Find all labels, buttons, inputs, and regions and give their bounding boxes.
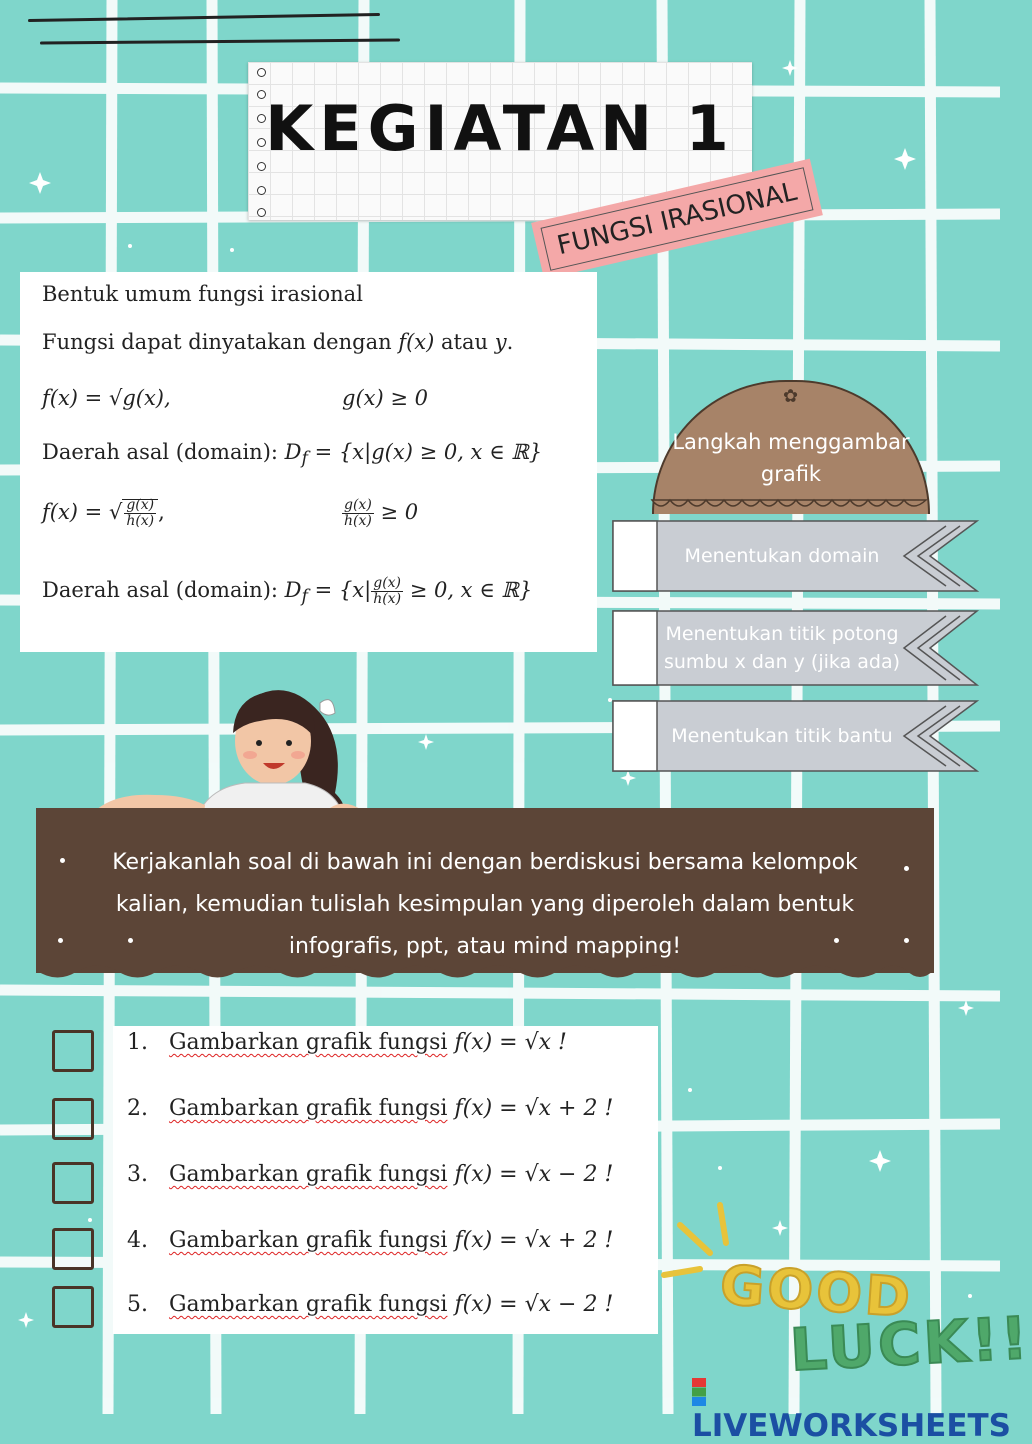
luck-text: LUCK!! bbox=[788, 1303, 1032, 1385]
fraction: $\frac{g(x)}{h(x)}$ bbox=[373, 575, 402, 607]
steps-title: Langkah menggambar grafik bbox=[672, 430, 910, 486]
question-list bbox=[113, 1026, 658, 1334]
step-ribbon-1 bbox=[612, 520, 978, 592]
question-item: 1. Gambarkan grafik fungsi f(x) = √x ! bbox=[127, 1030, 567, 1055]
decor-dot bbox=[904, 938, 909, 943]
formula-intro: Fungsi dapat dinyatakan dengan f(x) atau y. bbox=[42, 330, 514, 354]
instruction-text: Kerjakanlah soal di bawah ini dengan berdiskusi bersama kelompok kalian, kemudian tulislah kesimpulan yang diperoleh dalam bentuk infografis, ppt, atau mind mapping! bbox=[112, 850, 858, 959]
checkbox[interactable] bbox=[52, 1286, 94, 1328]
question-item: 4. Gambarkan grafik fungsi f(x) = √x + 2 ! bbox=[127, 1228, 614, 1253]
step-label: Menentukan titik bantu bbox=[671, 725, 893, 747]
formula-card bbox=[20, 272, 597, 652]
decor-dot bbox=[904, 866, 909, 871]
formula-2: f(x) = √ $\frac{g(x)}{h(x)}$, $\frac{g(x)}{h(x)} \ge 0$ bbox=[42, 497, 419, 529]
scalloped-edge bbox=[652, 500, 926, 514]
decor-dot bbox=[128, 938, 133, 943]
checkbox[interactable] bbox=[52, 1030, 94, 1072]
step-ribbon-3 bbox=[612, 700, 978, 772]
checkbox[interactable] bbox=[52, 1228, 94, 1270]
domain-1: Daerah asal (domain): $D_f = \{x|g(x) \ge 0$, x ∈ ℝ} bbox=[42, 440, 543, 470]
binder-hole bbox=[257, 68, 266, 77]
page-subtitle: FUNGSI IRASIONAL bbox=[541, 167, 814, 271]
fraction: $\frac{g(x)}{h(x)}$ bbox=[343, 497, 372, 529]
step-ribbon-2 bbox=[612, 610, 978, 686]
binder-hole bbox=[257, 208, 266, 217]
decor-dot bbox=[58, 938, 63, 943]
good-text: GOOD bbox=[718, 1253, 915, 1330]
formula-heading: Bentuk umum fungsi irasional bbox=[42, 282, 363, 306]
fraction: $\frac{g(x)}{h(x)}$ bbox=[126, 497, 155, 529]
binder-hole bbox=[257, 186, 266, 195]
question-item: 3. Gambarkan grafik fungsi f(x) = √x − 2 ! bbox=[127, 1162, 614, 1187]
wavy-edge bbox=[36, 960, 934, 984]
formula-1: f(x) = √g(x), g(x) ≥ 0 bbox=[42, 386, 428, 410]
domain-2: Daerah asal (domain): $D_f = \{x|$ $\frac{g(x)}{h(x)} \ge 0$, x ∈ ℝ} bbox=[42, 575, 533, 608]
checkbox[interactable] bbox=[52, 1098, 94, 1140]
step-label: Menentukan titik potong sumbu x dan y (jika ada) bbox=[663, 623, 901, 673]
checkbox[interactable] bbox=[52, 1162, 94, 1204]
decor-dot bbox=[60, 858, 65, 863]
liveworksheets-logo-icon bbox=[692, 1378, 706, 1406]
instruction-box bbox=[36, 808, 934, 973]
liveworksheets-watermark: LIVEWORKSHEETS bbox=[692, 1372, 1011, 1444]
page-title: KEGIATAN 1 bbox=[265, 92, 735, 165]
question-item: 2. Gambarkan grafik fungsi f(x) = √x + 2 ! bbox=[127, 1096, 614, 1121]
decor-dot bbox=[834, 938, 839, 943]
question-item: 5. Gambarkan grafik fungsi f(x) = √x − 2 ! bbox=[127, 1292, 614, 1317]
girl-illustration bbox=[95, 683, 375, 823]
step-label: Menentukan domain bbox=[684, 545, 880, 567]
flower-icon: ✿ bbox=[783, 386, 799, 407]
